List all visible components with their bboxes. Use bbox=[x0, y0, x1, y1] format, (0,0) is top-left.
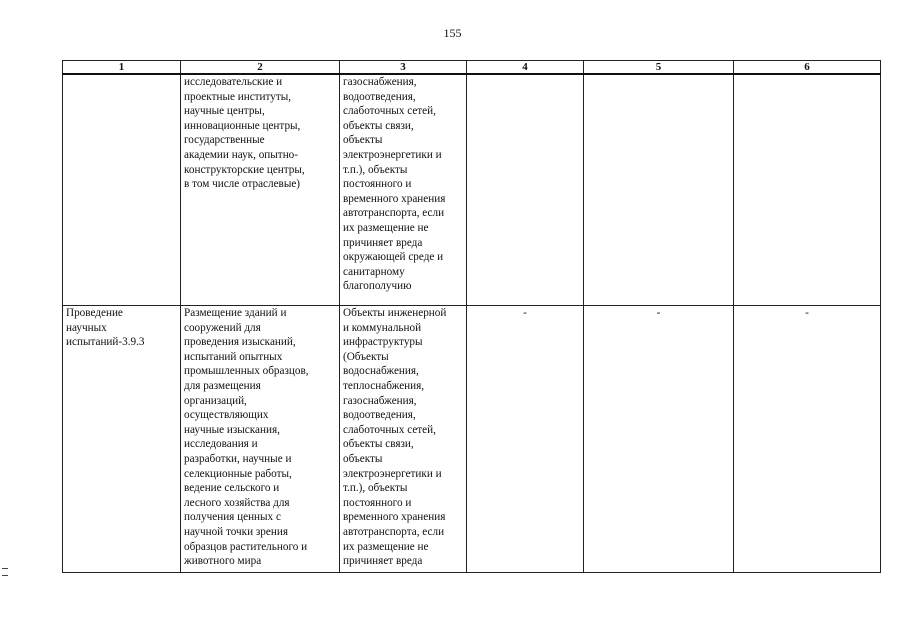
table-cell bbox=[584, 306, 734, 573]
page-number: 155 bbox=[443, 26, 462, 40]
column-header: 6 bbox=[734, 61, 881, 75]
dash-mark: - bbox=[656, 307, 661, 319]
cell-text: Проведение научных испытаний-3.9.3 bbox=[66, 307, 145, 349]
cell-text: Размещение зданий и сооружений для проведения изысканий, испытаний опытных промышленных образцов, для размещения организаций, осуществляющих научные изыскания, исследования и разработки, научные и селекционные работы, ведение сельского и лесного хозяйства для получения ценных с научной точки зрения образцов растительного и животного мира bbox=[184, 307, 309, 568]
margin-mark bbox=[2, 568, 8, 576]
table-cell bbox=[340, 306, 467, 573]
column-header: 3 bbox=[340, 61, 467, 75]
table-cell bbox=[181, 306, 340, 573]
table-cell bbox=[181, 74, 340, 306]
dash-mark: - bbox=[523, 307, 527, 319]
cell-text: Объекты инженерной и коммунальной инфраструктуры (Объекты водоснабжения, теплоснабжения, газоснабжения, водоотведения, слаботочных сетей, объекты связи, объекты электроэнергетики и т.п.), объекты постоянного и временного хранения автотранспорта, если их размещение не причиняет вреда bbox=[343, 307, 447, 568]
column-header: 5 bbox=[584, 61, 734, 75]
table-row bbox=[63, 306, 881, 573]
regulation-table bbox=[62, 60, 881, 573]
table-cell bbox=[584, 74, 734, 306]
table-cell bbox=[63, 74, 181, 306]
table-cell bbox=[467, 74, 584, 306]
table-cell bbox=[467, 306, 584, 573]
cell-text: газоснабжения, водоотведения, слаботочных сетей, объекты связи, объекты электроэнергетики и т.п.), объекты постоянного и временного хранения автотранспорта, если их размещение не причиняет вреда окружающей среде и санитарному благополучию bbox=[343, 76, 446, 293]
table-row bbox=[63, 74, 881, 306]
cell-text: исследовательские и проектные институты, научные центры, инновационные центры, государственные академии наук, опытно- конструкторские центры, в том числе отраслевые) bbox=[184, 76, 305, 191]
column-header: 4 bbox=[467, 61, 584, 75]
dash-mark: - bbox=[805, 307, 809, 319]
column-header: 1 bbox=[63, 61, 181, 75]
table-header-row bbox=[63, 61, 881, 75]
table-cell bbox=[63, 306, 181, 573]
column-header: 2 bbox=[181, 61, 340, 75]
table-cell bbox=[734, 306, 881, 573]
table-cell bbox=[340, 74, 467, 306]
table-cell bbox=[734, 74, 881, 306]
